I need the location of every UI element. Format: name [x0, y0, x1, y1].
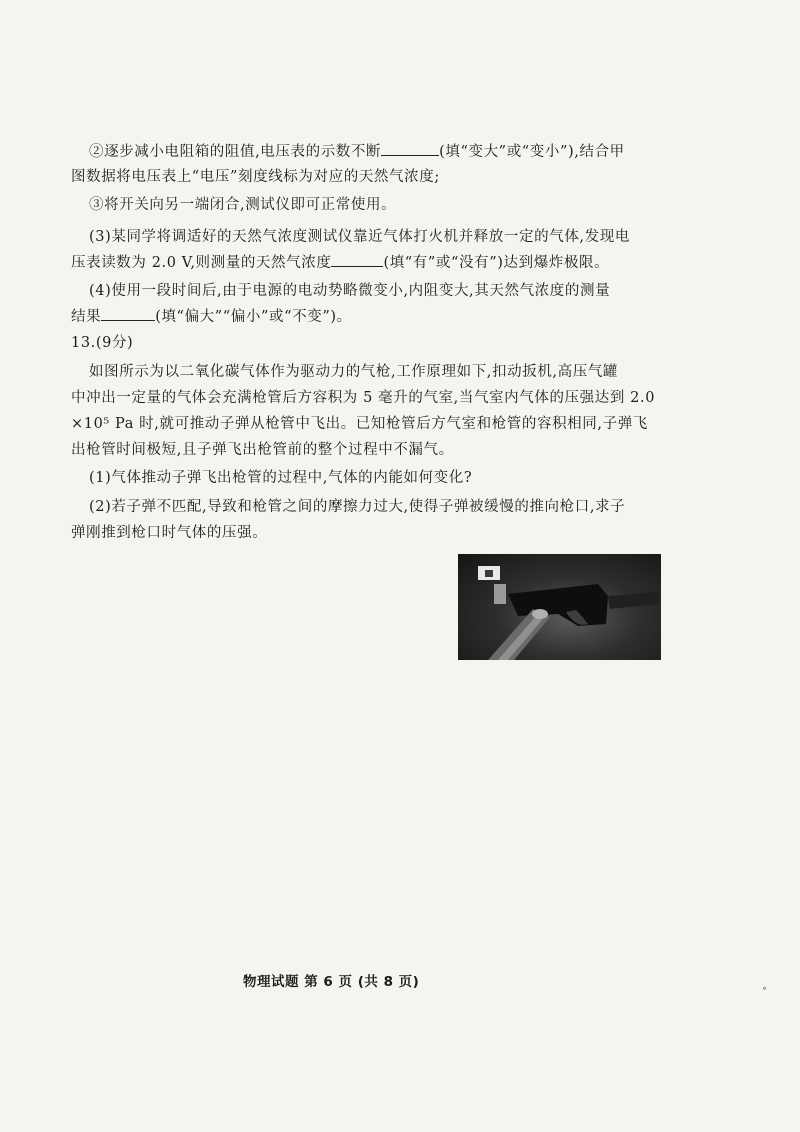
text: 压表读数为 2.0 V,则测量的天然气浓度 — [71, 255, 332, 271]
text: 图数据将电压表上“电压”刻度线标为对应的天然气浓度; — [71, 169, 440, 185]
q13-header — [71, 333, 133, 353]
q13-part2-line2 — [71, 523, 267, 543]
text: ×10⁵ Pa 时,就可推动子弹从枪管中飞出。已知枪管后方气室和枪管的容积相同,子弹飞 — [71, 416, 648, 432]
text: 结果 — [71, 309, 102, 325]
text: 出枪管时间极短,且子弹飞出枪管前的整个过程中不漏气。 — [71, 442, 454, 458]
text: (1)气体推动子弹飞出枪管的过程中,气体的内能如何变化? — [89, 470, 473, 486]
text: (填“偏大”“偏小”或“不变”)。 — [155, 309, 352, 325]
text: 弹刚推到枪口时气体的压强。 — [71, 525, 268, 541]
answer-blank-1[interactable] — [381, 141, 439, 156]
q12-part3-line2 — [71, 252, 609, 273]
canister-highlight — [498, 616, 542, 660]
text: 13.(9分) — [71, 335, 134, 351]
answer-blank-2[interactable] — [331, 252, 383, 267]
text: ③将开关向另一端闭合,测试仪即可正常使用。 — [89, 197, 397, 213]
gun-body — [508, 584, 608, 626]
canister-cap — [532, 609, 548, 619]
q13-stem-line2 — [71, 388, 655, 408]
text: (填“有”或“没有”)达到爆炸极限。 — [383, 255, 610, 271]
gas-gun-photo — [458, 554, 661, 660]
q12-part4-line2 — [71, 306, 352, 327]
q12-part3-line1 — [89, 227, 630, 247]
gun-barrel — [608, 592, 658, 609]
q12-step3 — [89, 195, 396, 215]
page-footer: 物理试题 第 6 页 (共 8 页) — [243, 974, 420, 990]
text: ②逐步减小电阻箱的阻值,电压表的示数不断 — [89, 144, 382, 160]
label-patch-inner — [485, 570, 493, 577]
q13-stem-line1 — [89, 362, 618, 382]
q12-part4-line1 — [89, 281, 610, 301]
pen-clip — [494, 584, 506, 604]
answer-blank-3[interactable] — [101, 306, 155, 321]
text: 中冲出一定量的气体会充满枪管后方容积为 5 毫升的气室,当气室内气体的压强达到 2.0 — [71, 390, 656, 406]
q13-part1 — [89, 468, 472, 488]
text: 如图所示为以二氧化碳气体作为驱动力的气枪,工作原理如下,扣动扳机,高压气罐 — [89, 364, 619, 380]
text: (2)若子弹不匹配,导致和枪管之间的摩擦力过大,使得子弹被缓慢的推向枪口,求子 — [89, 499, 626, 515]
text: (4)使用一段时间后,由于电源的电动势略微变小,内阻变大,其天然气浓度的测量 — [89, 283, 611, 299]
scan-mark: ˚ — [762, 988, 767, 999]
q12-step2-line1 — [89, 141, 625, 162]
q13-stem-line3 — [71, 414, 648, 434]
q13-part2-line1 — [89, 497, 625, 517]
q13-stem-line4 — [71, 440, 454, 460]
text: (3)某同学将调适好的天然气浓度测试仪靠近气体打火机并释放一定的气体,发现电 — [89, 229, 630, 245]
q12-step2-line2 — [71, 167, 440, 187]
text: (填“变大”或“变小”),结合甲 — [439, 144, 625, 160]
gas-gun-illustration — [458, 554, 661, 660]
